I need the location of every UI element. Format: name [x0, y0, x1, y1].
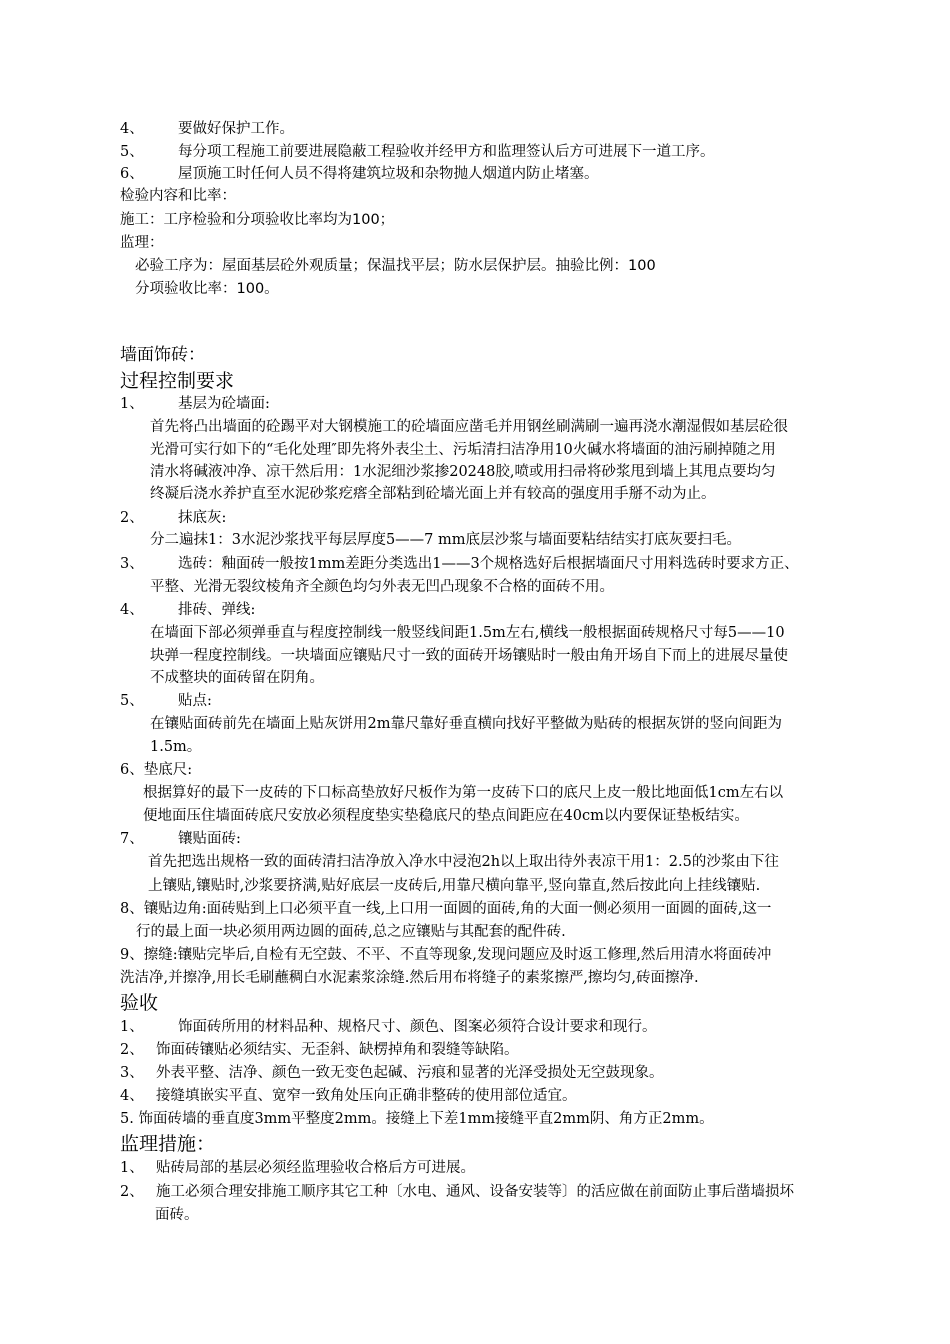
paragraph-line: 根据算好的最下一皮砖的下口标高垫放好尺板作为第一皮砖下口的底尺上皮一般比地面低1cm左右以	[143, 785, 784, 801]
step-title: 抹底灰:	[178, 510, 227, 526]
list-text: 每分项工程施工前要进展隐蔽工程验收并经甲方和监理签认后方可进展下一道工序。	[178, 144, 715, 160]
paragraph-line: 首先把选出规格一致的面砖清扫洁净放入净水中浸泡2h以上取出待外表凉干用1：2.5的沙浆由下往	[148, 854, 779, 870]
paragraph-line: 行的最上面一块必须用两边圆的面砖,总之应镶贴与其配套的配件砖.	[136, 924, 566, 940]
step-text: 选砖：釉面砖一般按1mm差距分类选出1——3个规格选好后根据墙面尺寸用料选砖时要求方正、	[178, 556, 799, 572]
list-item	[120, 1040, 519, 1060]
list-text: 饰面砖镶贴必须结实、无歪斜、缺楞掉角和裂缝等缺陷。	[156, 1042, 519, 1058]
paragraph-line: 平整、光滑无裂纹棱角齐全颜色均匀外表无凹凸现象不合格的面砖不用。	[150, 579, 614, 595]
list-number: 4、	[120, 1088, 144, 1104]
step-number: 2、	[120, 510, 144, 526]
paragraph-line: 9、擦缝:镶贴完毕后,自检有无空鼓、不平、不直等现象,发现问题应及时返工修理,然后用清水将面砖冲	[120, 947, 772, 963]
paragraph-line: 分二遍抹1：3水泥沙浆找平每层厚度5——7 mm底层沙浆与墙面要粘结结实打底灰要扫毛。	[150, 532, 742, 548]
paragraph-line: 终凝后浇水养护直至水泥砂浆疙瘩全部粘到砼墙光面上并有较高的强度用手掰不动为止。	[150, 486, 716, 502]
list-item	[120, 164, 599, 184]
list-number: 2、	[120, 1184, 144, 1200]
step-number: 4、	[120, 602, 144, 618]
paragraph-line: 1.5m。	[150, 739, 202, 755]
list-text: 接缝填嵌实平直、宽窄一致角处压向正确非整砖的使用部位适宜。	[156, 1088, 577, 1104]
inspection-heading: 检验内容和比率：	[120, 188, 236, 204]
paragraph-line: 光滑可实行如下的“毛化处理″即先将外表尘土、污垢清扫洁净用10火碱水将墙面的油污刷掉随之用	[150, 442, 776, 458]
step-heading	[120, 554, 799, 574]
list-item	[120, 1086, 577, 1106]
must-check-procedures: 必验工序为：屋面基层砼外观质量；保温找平层；防水层保护层。抽验比例：100	[135, 258, 656, 274]
step-title: 排砖、弹线:	[178, 602, 256, 618]
list-number: 6、	[120, 166, 144, 182]
list-number: 1、	[120, 1160, 144, 1176]
paragraph-line: 首先将凸出墙面的砼踢平对大钢模施工的砼墙面应凿毛并用钢丝刷满刷一遍再浇水潮湿假如基层砼很	[150, 419, 788, 435]
list-text: 屋顶施工时任何人员不得将建筑垃圾和杂物抛人烟道内防止堵塞。	[178, 166, 599, 182]
paragraph-line: 清水将碱液冲净、凉干然后用：1水泥细沙浆掺20248胶,喷或用扫帚将砂浆甩到墙上其甩点要均匀	[150, 464, 776, 480]
step-heading	[120, 600, 255, 620]
step-number: 3、	[120, 556, 144, 572]
list-number: 1、	[120, 1019, 144, 1035]
list-item	[120, 119, 294, 139]
list-item	[120, 142, 715, 162]
paragraph-line: 块弹一程度控制线。一块墙面应镶贴尺寸一致的面砖开场镶贴时一般由角开场自下而上的进展尽量使	[150, 648, 788, 664]
paragraph-line: 8、镶贴边角:面砖贴到上口必须平直一线,上口用一面圆的面砖,角的大面一侧必须用一面圆的面砖,这一	[120, 901, 772, 917]
step-title: 基层为砼墙面:	[178, 396, 270, 412]
paragraph-line: 在镶贴面砖前先在墙面上贴灰饼用2m靠尺靠好垂直横向找好平整做为贴砖的根据灰饼的竖向间距为	[150, 716, 782, 732]
list-number: 5、	[120, 144, 144, 160]
step-title: 贴点:	[178, 693, 212, 709]
step-heading: 6、垫底尺:	[120, 762, 193, 778]
list-item	[120, 1158, 475, 1178]
supervision-label: 监理：	[120, 235, 164, 251]
list-item	[120, 1017, 657, 1037]
acceptance-heading: 验收	[120, 992, 159, 1014]
step-number: 7、	[120, 831, 144, 847]
list-text: 贴砖局部的基层必须经监理验收合格后方可进展。	[156, 1160, 475, 1176]
sub-item-ratio: 分项验收比率：100。	[135, 281, 279, 297]
step-heading	[120, 394, 270, 414]
list-number: 3、	[120, 1065, 144, 1081]
step-number: 5、	[120, 693, 144, 709]
step-heading	[120, 829, 241, 849]
list-text: 施工必须合理安排施工顺序其它工种〔水电、通风、设备安装等〕的活应做在前面防止事后凿墙损坏	[156, 1184, 794, 1200]
step-heading	[120, 691, 212, 711]
step-title: 镶贴面砖:	[178, 831, 241, 847]
step-heading	[120, 508, 226, 528]
section-title: 墙面饰砖：	[120, 345, 205, 365]
supervision-heading: 监理措施：	[120, 1133, 216, 1155]
construction-ratio: 施工：工序检验和分项验收比率均为100；	[120, 212, 395, 228]
paragraph-line: 洗洁净,并擦净,用长毛刷蘸稠白水泥素浆涂缝.然后用布将缝子的素浆擦严,擦均匀,砖面擦净.	[120, 970, 699, 986]
step-number: 1、	[120, 396, 144, 412]
paragraph-line: 便地面压住墙面砖底尺安放必须程度垫实垫稳底尺的垫点间距应在40cm以内要保证垫板结实。	[143, 808, 749, 824]
process-control-heading: 过程控制要求	[120, 370, 235, 392]
paragraph-line: 在墙面下部必须弹垂直与程度控制线一般竖线间距1.5m左右,横线一般根据面砖规格尺寸每5——10	[150, 625, 785, 641]
list-text: 外表平整、洁净、颜色一致无变色起碱、污痕和显著的光泽受损处无空鼓现象。	[156, 1065, 664, 1081]
list-item: 5. 饰面砖墙的垂直度3mm平整度2mm。接缝上下差1mm接缝平直2mm阴、角方正2mm。	[120, 1111, 714, 1127]
list-item	[120, 1182, 794, 1202]
list-number: 2、	[120, 1042, 144, 1058]
list-number: 4、	[120, 121, 144, 137]
list-item	[120, 1063, 664, 1083]
paragraph-line: 面砖。	[155, 1207, 199, 1223]
list-text: 饰面砖所用的材料品种、规格尺寸、颜色、图案必须符合设计要求和现行。	[178, 1019, 657, 1035]
paragraph-line: 不成整块的面砖留在阴角。	[150, 670, 324, 686]
paragraph-line: 上镶贴,镶贴时,沙浆要挤满,贴好底层一皮砖后,用靠尺横向靠平,竖向靠直,然后按此向上挂线镶贴.	[148, 878, 761, 894]
list-text: 要做好保护工作。	[178, 121, 294, 137]
